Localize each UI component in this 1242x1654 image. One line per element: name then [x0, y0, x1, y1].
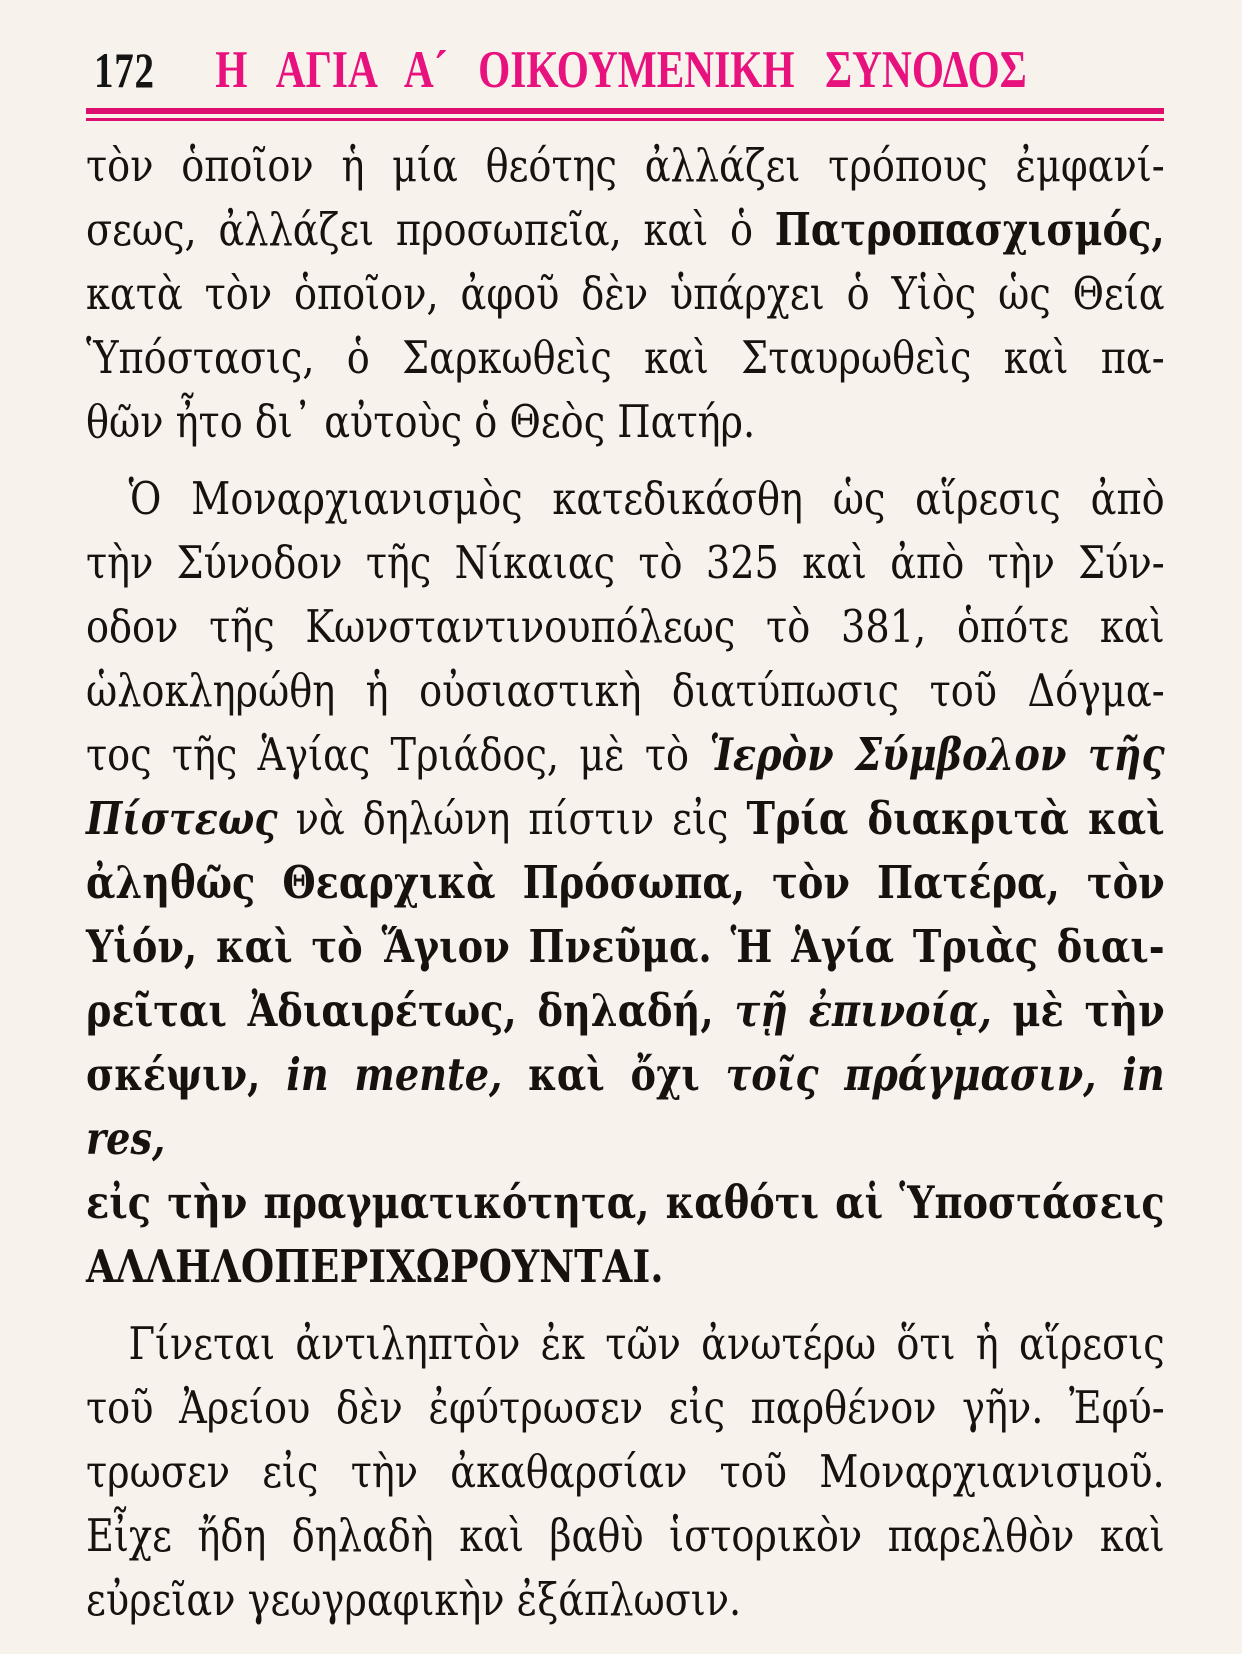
text-segment: Πίστεως: [86, 792, 278, 845]
text-segment: σεως, ἀλλάζει προσωπεῖα, καὶ ὁ: [86, 203, 775, 256]
text-line: [86, 915, 1165, 979]
text-line: [86, 1171, 1165, 1235]
text-segment: Τρία διακριτὰ καὶ: [746, 792, 1165, 845]
text-segment: σκέψιν,: [86, 1048, 287, 1101]
text-segment: τος τῆς Ἁγίας Τριάδος, μὲ τὸ: [86, 728, 710, 781]
text-line: [86, 1568, 1165, 1632]
rule-thick-line: [86, 108, 1164, 114]
text-segment: ρεῖται Ἀδιαιρέτως, δηλαδή,: [86, 984, 735, 1037]
paragraph: [86, 1312, 1165, 1632]
text-segment: τοῖς πράγμασιν, in res,: [86, 1048, 1165, 1165]
text-segment: εὐρεῖαν γεωγραφικὴν ἐξάπλωσιν.: [86, 1573, 742, 1626]
text-line: [86, 1376, 1165, 1440]
text-line: [86, 134, 1165, 198]
running-title: Η ΑΓΙΑ Α´ ΟΙΚΟΥΜΕΝΙΚΗ ΣΥΝΟΔΟΣ: [215, 41, 1027, 99]
text-segment: καὶ ὄχι: [502, 1048, 726, 1101]
text-segment: Εἶχε ἤδη δηλαδὴ καὶ βαθὺ ἱστορικὸν παρελθὸν καὶ: [86, 1509, 1165, 1562]
body-text: [86, 134, 1165, 1632]
text-line: [86, 723, 1165, 787]
text-segment: Πατροπασχισμός,: [774, 203, 1165, 256]
page-number: 172: [94, 42, 155, 98]
text-segment: Γίνεται ἀντιληπτὸν ἐκ τῶν ἀνωτέρω ὅτι ἡ αἵρεσις: [128, 1317, 1165, 1370]
text-segment: τὸν ὁποῖον ἡ μία θεότης ἀλλάζει τρόπους ἐμφανί-: [86, 139, 1165, 192]
text-line: [86, 467, 1165, 531]
text-segment: Ἱερὸν Σύμβολον τῆς: [709, 728, 1165, 781]
text-segment: νὰ δηλώνη πίστιν εἰς: [277, 792, 747, 845]
text-line: [86, 787, 1165, 851]
paragraph: [86, 134, 1165, 454]
text-line: [86, 1043, 1165, 1171]
text-segment: τῇ ἐπινοίᾳ,: [734, 984, 992, 1037]
text-segment: ἀληθῶς Θεαρχικὰ Πρόσωπα, τὸν Πατέρα, τὸν: [86, 856, 1165, 909]
text-segment: τρωσεν εἰς τὴν ἀκαθαρσίαν τοῦ Μοναρχιανισμοῦ.: [86, 1445, 1165, 1498]
text-segment: in mente,: [286, 1048, 503, 1101]
text-segment: οδον τῆς Κωνσταντινουπόλεως τὸ 381, ὁπότε καὶ: [86, 600, 1165, 653]
text-segment: μὲ τὴν: [991, 984, 1165, 1037]
text-segment: τὴν Σύνοδον τῆς Νίκαιας τὸ 325 καὶ ἀπὸ τὴν Σύν-: [86, 536, 1165, 589]
text-line: [86, 390, 1165, 454]
text-segment: θῶν ἦτο δι᾽ αὐτοὺς ὁ Θεὸς Πατήρ.: [86, 395, 756, 448]
text-segment: ὡλοκληρώθη ἡ οὐσιαστικὴ διατύπωσις τοῦ Δόγμα-: [86, 664, 1165, 717]
text-segment: εἰς τὴν πραγματικότητα, καθότι αἱ Ὑποστάσεις: [86, 1176, 1165, 1229]
text-line: [86, 1312, 1165, 1376]
text-segment: κατὰ τὸν ὁποῖον, ἀφοῦ δὲν ὑπάρχει ὁ Υἱὸς ὡς Θεία: [86, 267, 1165, 320]
text-segment: Ὁ Μοναρχιανισμὸς κατεδικάσθη ὡς αἵρεσις ἀπὸ: [128, 472, 1165, 525]
text-line: [86, 531, 1165, 595]
text-segment: Ὑπόστασις, ὁ Σαρκωθεὶς καὶ Σταυρωθεὶς καὶ πα-: [86, 331, 1165, 384]
text-line: [86, 1440, 1165, 1504]
text-line: [86, 1235, 1165, 1299]
text-segment: ΑΛΛΗΛΟΠΕΡΙΧΩΡΟΥΝΤΑΙ.: [86, 1240, 664, 1293]
text-line: [86, 979, 1165, 1043]
text-segment: Υἱόν, καὶ τὸ Ἅγιον Πνεῦμα. Ἡ Ἁγία Τριὰς διαι-: [86, 920, 1165, 973]
text-line: [86, 198, 1165, 262]
text-line: [86, 595, 1165, 659]
text-line: [86, 326, 1165, 390]
text-line: [86, 851, 1165, 915]
text-line: [86, 1504, 1165, 1568]
text-line: [86, 262, 1165, 326]
text-line: [86, 659, 1165, 723]
rule-thin-line: [86, 118, 1164, 121]
paragraph: [86, 467, 1165, 1299]
text-segment: τοῦ Ἀρείου δὲν ἐφύτρωσεν εἰς παρθένον γῆν. Ἐφύ-: [86, 1381, 1165, 1434]
header-double-rule: [86, 108, 1164, 121]
